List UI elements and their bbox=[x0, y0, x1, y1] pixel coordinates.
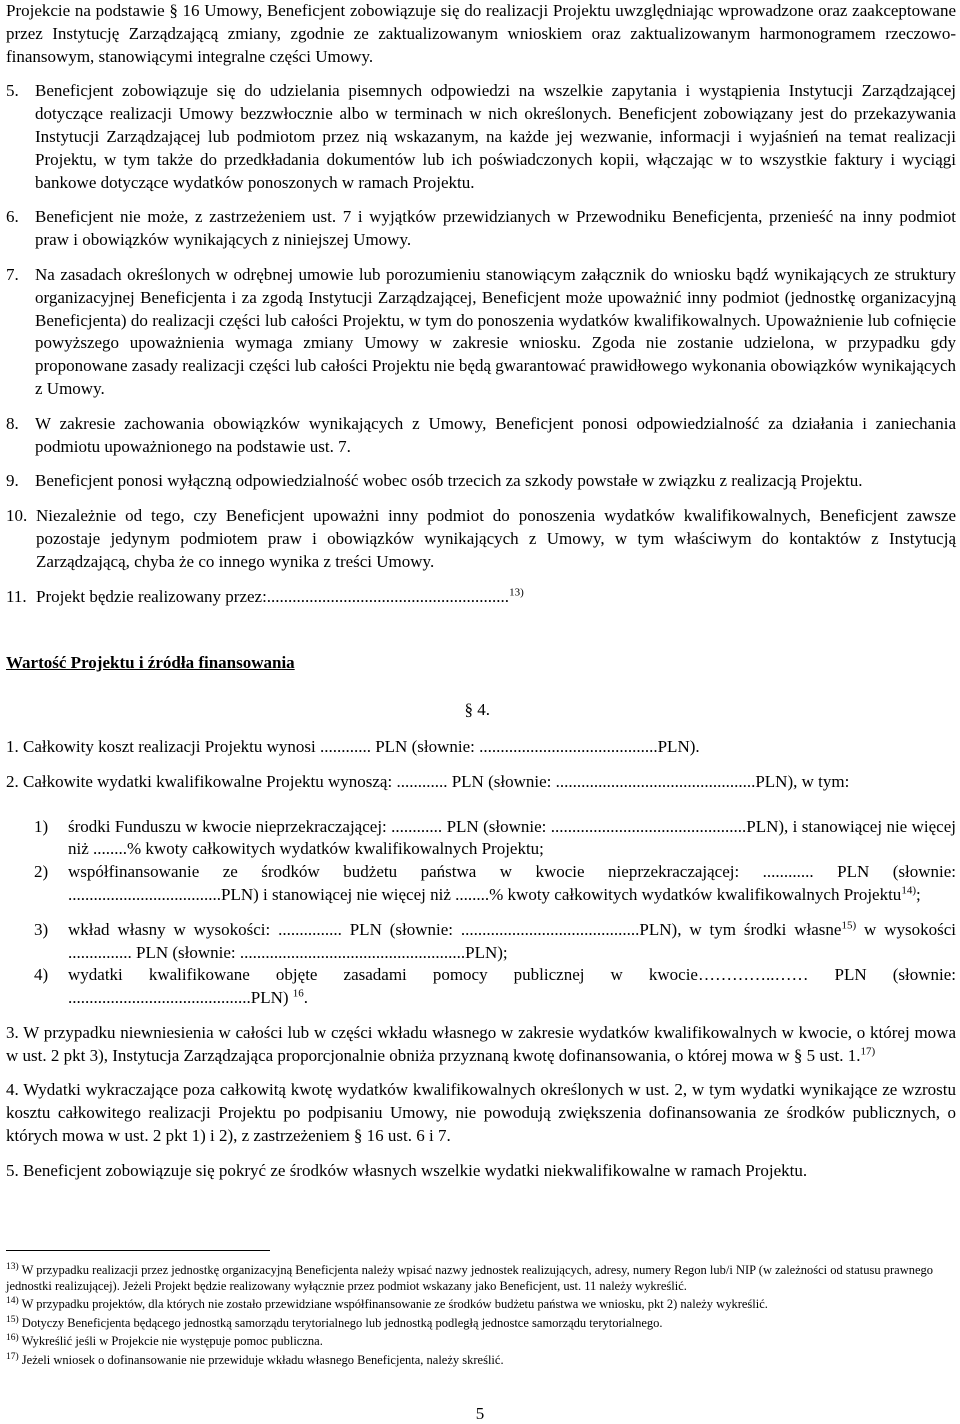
section-number: § 4. bbox=[464, 700, 490, 720]
list-item bbox=[6, 505, 956, 573]
sub-item-text: współfinansowanie ze środków budżetu państwa w kwocie nieprzekraczającej: ............ PLN (słownie: ....................................PLN) i stanowiącej nie więcej niż ........% kwoty całkowitych wydatków kwalifikowalnych Projektu bbox=[68, 862, 956, 904]
item-text: Na zasadach określonych w odrębnej umowie lub porozumieniu stanowiącym załącznik do wniosku bądź wynikających ze struktury organizacyjnej Beneficjenta i za zgodą Instytucji Zarządzającej, Beneficjent może upoważnić inny podmiot (jednostkę organizacyjną Beneficjenta) do realizacji części lub całości Projektu, w tym do ponoszenia wydatków kwalifikowalnych. Upoważnienie lub cofnięcie powyższego upoważnienia wymaga zmiany Umowy w zakresie wniosku. Zgoda nie zostanie udzielona, w przypadku gdy proponowane zasady realizacji części lub całości Projektu nie będą gwarantować prawidłowego wykonania obowiązków wynikających z Umowy. bbox=[35, 264, 956, 398]
item-text: Projekt będzie realizowany przez:......................................................... bbox=[36, 586, 510, 606]
footnote-separator bbox=[6, 1250, 270, 1251]
numbered-items-list bbox=[6, 80, 956, 608]
footnote-marker: 14) bbox=[6, 1296, 19, 1307]
footnote-ref: 17) bbox=[860, 1045, 876, 1058]
list-item bbox=[6, 413, 956, 459]
list-item bbox=[6, 470, 956, 493]
paragraph-4: 4. Wydatki wykraczające poza całkowitą kwotę wydatków kwalifikowalnych określonych w ust. 2, w tym wydatki wynikające ze wzrostu kosztu całkowitego realizacji Projektu po podpisaniu Umowy, nie powodują zwiększenia dofinansowania ze środków publicznych, o których mowa w ust. 2 pkt 1) i 2), z zastrzeżeniem § 16 ust. 6 i 7. bbox=[6, 1080, 956, 1146]
sub-item bbox=[6, 919, 956, 965]
sub-item bbox=[6, 816, 956, 862]
footnote-ref: 13) bbox=[509, 585, 524, 598]
footnote bbox=[6, 1297, 952, 1313]
paragraph-3 bbox=[6, 1022, 956, 1068]
item-number: 10. bbox=[6, 506, 28, 526]
item-text: Beneficjent zobowiązuje się do udzielania pisemnych odpowiedzi na wszelkie zapytania i wystąpienia Instytucji Zarządzającej dotyczące realizacji Umowy bezzwłocznie albo w terminach w nich określonych. Beneficjent zobowiązany jest do przekazywania Instytucji Zarządzającej lub podmiotom przez nią wskazanym, na każde jej wezwanie, informacji i wyjaśnień na temat realizacji Projektu, w tym także do przedkładania dokumentów lub ich poświadczonych kopii, włączając w to wszystkie faktury i wyciągi bankowe dotyczące wydatków ponoszonych w ramach Projektu. bbox=[35, 81, 956, 192]
item-text: Beneficjent nie może, z zastrzeżeniem ust. 7 i wyjątków przewidzianych w Przewodniku Beneficjenta, przenieść na inny podmiot praw i obowiązków wynikających z niniejszej Umowy. bbox=[35, 207, 956, 250]
footnote-text: W przypadku projektów, dla których nie zostało przewidziane współfinansowanie ze środków budżetu państwa we wniosku, pkt 2) należy wykreślić. bbox=[21, 1297, 768, 1312]
sub-item-text: środki Funduszu w kwocie nieprzekraczającej: ............ PLN (słownie: ..............................................PLN), i stanowiącej nie więcej niż ........% kwoty całkowitych wydatków kwalifikowalnych Projektu; bbox=[68, 816, 956, 859]
footnotes bbox=[6, 1250, 952, 1372]
footnote-text: Wykreślić jeśli w Projekcie nie występuje pomoc publiczna. bbox=[21, 1334, 323, 1349]
item-number: 9. bbox=[6, 471, 19, 491]
list-item bbox=[6, 264, 956, 401]
footnote-marker: 17) bbox=[6, 1351, 19, 1362]
list-item bbox=[6, 80, 956, 194]
paragraph-1: 1. Całkowity koszt realizacji Projektu wynosi ............ PLN (słownie: ..........................................PLN). bbox=[6, 736, 700, 756]
footnote bbox=[6, 1316, 952, 1332]
paragraph-3-text: 3. W przypadku niewniesienia w całości lub w części wkładu własnego w zakresie wydatków kwalifikowalnych w kwocie, o której mowa w ust. 2 pkt 3), Instytucja Zarządzająca proporcjonalnie obniża przyznaną kwotę dofinansowania, o której mowa w § 5 ust. 1. bbox=[6, 1022, 956, 1065]
footnote bbox=[6, 1353, 952, 1369]
item-number: 5. bbox=[6, 81, 19, 101]
sub-item-text-end: . bbox=[303, 988, 309, 1008]
sub-item-text: wkład własny w wysokości: ............... PLN (słownie: ..........................................PLN), w tym środki własne bbox=[68, 919, 842, 939]
footnote-marker: 16) bbox=[6, 1333, 19, 1344]
sub-items-list bbox=[6, 816, 956, 1010]
footnote-text: Dotyczy Beneficjenta będącego jednostką samorządu terytorialnego lub jednostką podległą jednostce samorządu terytorialnego. bbox=[21, 1315, 663, 1330]
sub-item-text-end: ; bbox=[915, 884, 921, 904]
section-heading: Wartość Projektu i źródła finansowania bbox=[6, 653, 295, 673]
item-number: 7. bbox=[6, 264, 19, 284]
sub-item-number: 3) bbox=[34, 919, 49, 939]
footnote-ref: 15) bbox=[841, 919, 857, 932]
item-text: W zakresie zachowania obowiązków wynikających z Umowy, Beneficjent ponosi odpowiedzialność za działania i zaniechania podmiotu upoważnionego na podstawie ust. 7. bbox=[35, 413, 956, 456]
item-text: Niezależnie od tego, czy Beneficjent upoważni inny podmiot do ponoszenia wydatków kwalifikowalnych, Beneficjent zawsze pozostaje jedynym podmiotem praw i obowiązków wynikających z Umowy, w tym właściwym do kontaktów z Instytucją Zarządzającą, chyba że co innego wynika z treści Umowy. bbox=[36, 506, 956, 571]
paragraph-5: 5. Beneficjent zobowiązuje się pokryć ze środków własnych wszelkie wydatki niekwalifikowalne w ramach Projektu. bbox=[6, 1160, 808, 1180]
sub-item-text-end: w wysokości ............... PLN (słownie: .....................................................PLN); bbox=[68, 919, 956, 962]
footnote-ref: 14) bbox=[901, 884, 916, 897]
footnote-marker: 13) bbox=[6, 1261, 19, 1272]
page-number: 5 bbox=[475, 1404, 485, 1423]
footnote-text: Jeżeli wniosek o dofinansowanie nie przewiduje wkładu własnego Beneficjenta, należy skreślić. bbox=[21, 1352, 504, 1367]
footnote bbox=[6, 1263, 952, 1294]
item-number: 6. bbox=[6, 207, 19, 227]
sub-item-text: wydatki kwalifikowane objęte zasadami pomocy publicznej w kwocie…………..…… PLN (słownie: ...........................................PLN) bbox=[68, 965, 956, 1008]
sub-item bbox=[6, 964, 956, 1010]
footnote-text: W przypadku realizacji przez jednostkę organizacyjną Beneficjenta należy wpisać nazwy jednostek realizujących, adresy, numery Regon lub/i NIP (w zależności od statusu prawnego jednostki realizującej). Jeżeli Projekt będzie realizowany wyłącznie przez podmiot wskazany jako Beneficjent, ust. 11 należy wykreślić. bbox=[6, 1263, 934, 1293]
list-item bbox=[6, 586, 956, 609]
item-number: 8. bbox=[6, 413, 19, 433]
footnote-ref: 16 bbox=[292, 987, 304, 1000]
footnote-marker: 15) bbox=[6, 1314, 19, 1325]
sub-item bbox=[6, 861, 956, 907]
sub-item-number: 2) bbox=[34, 862, 49, 882]
document-page bbox=[6, 0, 956, 1195]
sub-item-number: 4) bbox=[34, 965, 49, 985]
item-text: Beneficjent ponosi wyłączną odpowiedzialność wobec osób trzecich za szkody powstałe w związku z realizacją Projektu. bbox=[35, 471, 863, 491]
footnote bbox=[6, 1334, 952, 1350]
list-item bbox=[6, 206, 956, 252]
sub-item-number: 1) bbox=[34, 816, 49, 836]
item-number: 11. bbox=[6, 586, 27, 606]
paragraph-2: 2. Całkowite wydatki kwalifikowalne Projektu wynoszą: ............ PLN (słownie: ...............................................PLN), w tym: bbox=[6, 771, 850, 791]
intro-paragraph: Projekcie na podstawie § 16 Umowy, Beneficjent zobowiązuje się do realizacji Projektu uwzględniając wprowadzone oraz zaakceptowane przez Instytucję Zarządzającą zmiany, zgodnie ze zaktualizowanym wnioskiem oraz zaktualizowanym harmonogramem rzeczowo-finansowym, stanowiącymi integralne części Umowy. bbox=[6, 1, 956, 66]
